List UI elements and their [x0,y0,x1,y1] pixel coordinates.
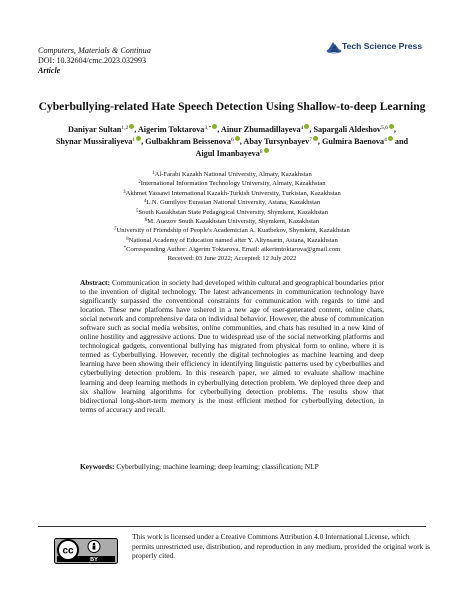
author-name: Daniyar Sultan [68,125,122,134]
affiliations [60,170,404,263]
author [138,125,217,134]
cc-by-license-badge[interactable] [54,538,118,564]
affiliation-text: International Information Technology University, Almaty, Kazakhstan [140,180,326,188]
publisher-name: Tech Science Press [342,41,423,51]
affiliation-mark: 5 [135,208,139,214]
affiliation [60,170,404,179]
author [56,137,141,146]
author-name: Gulbakhram Beissenova [145,137,231,147]
author-affiliation-mark: 4 [384,137,387,144]
author [68,125,134,134]
affiliation-text: University of Friendship of People's Academician A. Kuatbekov, Shymkent, Kazakhstan [116,227,350,235]
affiliation-mark: 6 [144,218,148,224]
abstract-label: Abstract: [80,278,110,287]
received-accepted-dates: Received: 03 June 2022; Accepted: 12 July 2022 [167,254,297,262]
publisher-logo [326,40,446,54]
author-separator: and [392,137,409,147]
author-affiliation-mark: 1 [132,137,136,144]
author [195,149,268,158]
affiliation [60,226,404,235]
author-separator: , [393,125,396,134]
affiliation-text: L.N. Gumilyov Eurasian National University, Astana, Kazakhstan [146,199,321,207]
doi: DOI: 10.32604/cmc.2023.032993 [38,56,146,65]
affiliation [60,245,404,254]
author-separator: , [141,137,146,147]
author-name: Ainur Zhumadillayeva [220,125,301,134]
author-affiliation-mark: 4 [300,125,304,131]
author-name: Gulmira Baenova [322,137,385,147]
affiliation [60,189,404,198]
author-separator: , [317,137,323,147]
by-label: BY [90,557,98,563]
author-affiliation-mark: 3,* [204,125,212,131]
license-text: This work is licensed under a Creative Commons Attribution 4.0 International License, which permits unrestricted use, distribution, and reproduction in any medium, provided the original work is properly cited. [132,532,431,560]
cc-icon: cc [62,545,74,557]
keywords-text: Cyberbullying; machine learning; deep learning; classification; NLP [116,462,319,471]
abstract [80,278,384,414]
affiliation [60,208,404,217]
affiliation-mark: 3 [123,189,126,195]
affiliation-text: Corresponding Author: Aigerim Toktarova. Email: aikerimtoktarova@gmail.com [126,246,341,254]
author-name: Shynar Mussiraliyeva [55,137,133,147]
affiliation-text: Akhmet Yassawi International Kazakh-Turkish University, Turkistan, Kazakhstan [125,189,341,197]
affiliation-mark: 1 [152,171,155,176]
author-separator: , [239,137,244,147]
author-name: Aigerim Toktarova [137,125,205,134]
affiliation [60,198,404,207]
affiliation [60,179,404,188]
keywords-label: Keywords: [80,462,115,471]
affiliation-text: South Kazakhstan State Pedagogical University, Shymkent, Kazakhstan [138,208,329,216]
affiliation-mark: 2 [138,180,141,186]
author-list [48,123,416,160]
author [145,137,240,146]
journal-name: Computers, Materials & Continua [38,46,151,55]
affiliation [60,217,404,226]
author-affiliation-mark: 6 [231,137,234,144]
author-affiliation-mark: 1,2 [121,125,129,131]
keywords [80,462,384,471]
affiliation-text: M. Auezov South Kazakhstan University, Shymkent, Kazakhstan [147,218,320,226]
author [322,137,393,146]
person-icon [93,543,96,546]
author-affiliation-mark: 8 [259,149,263,156]
author [313,125,393,134]
affiliation-text: Al-Farabi Kazakh National University, Almaty, Kazakhstan [154,171,312,178]
orcid-icon[interactable] [264,148,269,153]
article-type: Article [38,66,61,75]
author-name: Abay Tursynbayev [243,137,310,147]
author [243,137,318,146]
affiliation-mark: 8 [126,236,129,242]
abstract-text: Communication in society had developed within cultural and geographical boundaries prior to the invention of digital technology. The latest advancements in communication technology have significantly surpassed the conventional constraints for communication with regards to time and location. These new platforms have ushered in a new age of user-generated content, online chats, social network and comprehensive data on individual behavior. However, the abuse of communication software such as social media websites, online communities, and chats has resulted in a new kind of online hostility and aggressive actions. Due to widespread use of the social networking platforms and technological gadgets, conventional bullying has migrated from physical form to online, where it is termed as Cyberbullying. However, recently the digital technologies as machine learning and deep learning have been showing their efficiency in identifying linguistic patterns used by cyberbullies and cyberbullying detection problem. In this research paper, we aimed to evaluate shallow machine learning and deep learning methods in cyberbullying detection problem. We deployed three deep and six shallow learning algorithms for cyberbullying detection problems. The results show that bidirectional long-short-term memory is the most efficient method for cyberbullying detection, in terms of accuracy and recall. [80,278,384,414]
affiliation-mark: 4 [143,199,147,205]
divider [38,526,426,527]
author-name: Aigul Imanbayeva [195,149,260,159]
tech-science-press-icon [326,40,342,54]
affiliation-mark: 7 [114,227,117,233]
author-separator: , [217,125,221,134]
author [221,125,309,134]
author-affiliation-mark: 5,6 [381,125,388,131]
affiliation-mark: * [123,246,127,252]
author-separator: , [309,125,314,134]
paper-title: Cyberbullying-related Hate Speech Detection Using Shallow-to-deep Learning [38,100,426,113]
affiliation [60,236,404,245]
author-separator: , [134,125,138,134]
author-affiliation-mark: 7 [309,137,312,144]
affiliation-text: National Academy of Education named after Y. Altynsarin, Astana, Kazakhstan [128,236,338,244]
author-name: Sapargali Aldeshov [313,125,382,134]
